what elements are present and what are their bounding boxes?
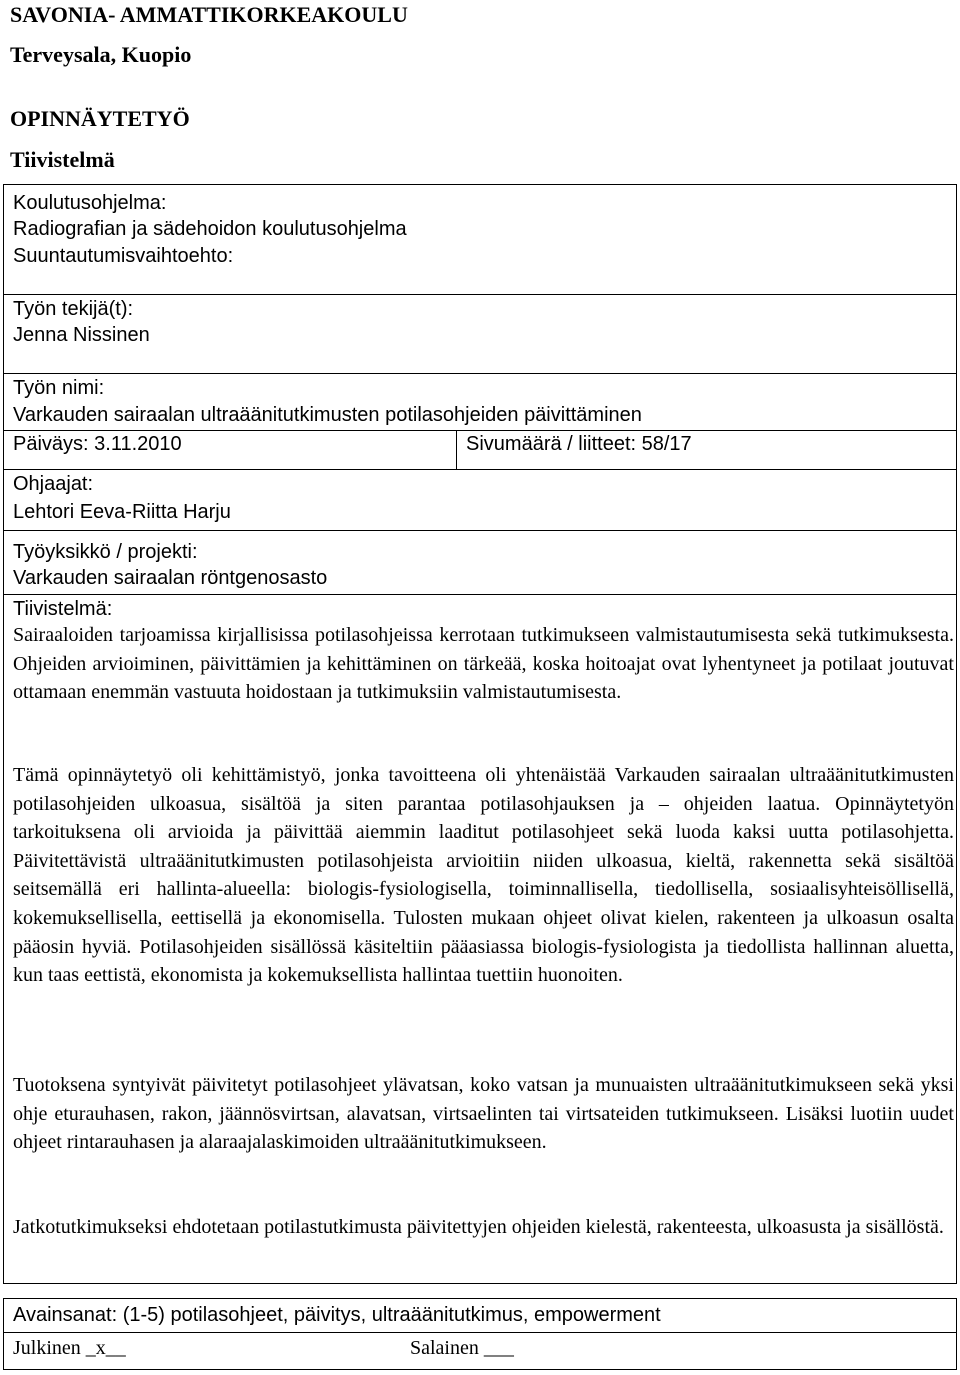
public-field: Julkinen _x__: [13, 1337, 126, 1359]
date-pages-row: [4, 430, 956, 469]
institution-name: SAVONIA- AMMATTIKORKEAKOULU: [10, 2, 408, 27]
keywords-field: Avainsanat: (1-5) potilasohjeet, päivitys, ultraäänitutkimus, empowerment: [13, 1304, 661, 1326]
thesis-title-label: Työn nimi:: [13, 377, 105, 399]
secret-field: Salainen ___: [410, 1337, 514, 1359]
abstract-paragraph-1: Sairaaloiden tarjoamissa kirjallisissa potilasohjeissa kerrotaan tutkimukseen valmistautumisesta sekä tutkimuksesta. Ohjeiden arvioiminen, päivittämien ja kehittäminen on tärkeää, koska hoitoajat ovat lyhentyneet ja potilaat joutuvat ottamaan enemmän vastuuta hoidostaan ja tutkimuksiin valmistautumisesta.: [13, 624, 954, 704]
abstract-paragraph-3: Tuotoksena syntyivät päivitetyt potilasohjeet ylävatsan, koko vatsan ja munuaisten ultraäänitutkimukseen sekä yksi ohje eturauhasen, rakon, jäännösvirtsan, alavatsan, virtsaelinten tai virtsateiden tutkimukseen. Lisäksi luotiin uudet ohjeet rintarauhasen ja alaraajalaskimoiden ultraäänitutkimukseen.: [13, 1074, 954, 1154]
author-value: Jenna Nissinen: [13, 324, 150, 346]
campus-name: Terveysala, Kuopio: [10, 42, 192, 67]
date-field: Päiväys: 3.11.2010: [13, 433, 182, 455]
thesis-title-value: Varkauden sairaalan ultraäänitutkimusten potilasohjeiden päivittäminen: [13, 404, 642, 426]
abstract-paragraph-4: Jatkotutkimukseksi ehdotetaan potilastutkimusta päivitettyjen ohjeiden kielestä, rakenteesta, ulkoasusta ja sisällöstä.: [13, 1216, 944, 1238]
program-label: Koulutusohjelma:: [13, 192, 167, 214]
divider: [4, 469, 956, 470]
keywords-box: [3, 1298, 957, 1370]
unit-label: Työyksikkö / projekti:: [13, 541, 198, 563]
abstract-form: [3, 184, 957, 1284]
section-title: Tiivistelmä: [10, 147, 115, 172]
pages-field: Sivumäärä / liitteet: 58/17: [466, 433, 692, 455]
supervisors-value: Lehtori Eeva-Riitta Harju: [13, 501, 231, 523]
divider: [4, 373, 956, 374]
author-label: Työn tekijä(t):: [13, 298, 134, 320]
abstract-label: Tiivistelmä:: [13, 598, 113, 620]
abstract-paragraph-2: Tämä opinnäytetyö oli kehittämistyö, jonka tavoitteena oli yhtenäistää Varkauden sairaalan ultraäänitutkimusten potilasohjeiden ulkoasua, sisältöä ja siten parantaa potilasohjauksen ja – ohjeiden laatua. Opinnäytetyön tarkoituksena oli arvioida ja päivittää aiemmin laaditut potilasohjeet sekä luoda kaksi uutta potilasohjetta. Päivitettävistä ultraäänitutkimusten potilasohjeista arvioitiin niiden ulkoasua, kieltä, rakennetta sekä sisältöä seitsemällä eri hallinta-alueella: biologis-fysiologisella, toiminnallisella, tiedollisella, sosiaalisyhteisöllisellä, kokemuksellisella, eettisellä ja ekonomisella. Tulosten mukaan ohjeet olivat kielen, rakenteen ja ulkoasun osalta pääosin hyviä. Potilasohjeiden sisällössä käsiteltiin pääasiassa biologis-fysiologista ja tiedollista hallinnan aluetta, kun taas eettistä, ekonomista ja kokemuksellista hallintaa tuettiin huonoiten.: [13, 764, 954, 987]
column-divider: [456, 430, 457, 469]
unit-value: Varkauden sairaalan röntgenosasto: [13, 567, 328, 589]
divider: [4, 1332, 956, 1333]
document-type: OPINNÄYTETYÖ: [10, 106, 190, 131]
program-value: Radiografian ja sädehoidon koulutusohjelma: [13, 218, 407, 240]
supervisors-label: Ohjaajat:: [13, 473, 94, 495]
divider: [4, 530, 956, 531]
divider: [4, 594, 956, 595]
option-label: Suuntautumisvaihtoehto:: [13, 245, 234, 267]
divider: [4, 294, 956, 295]
